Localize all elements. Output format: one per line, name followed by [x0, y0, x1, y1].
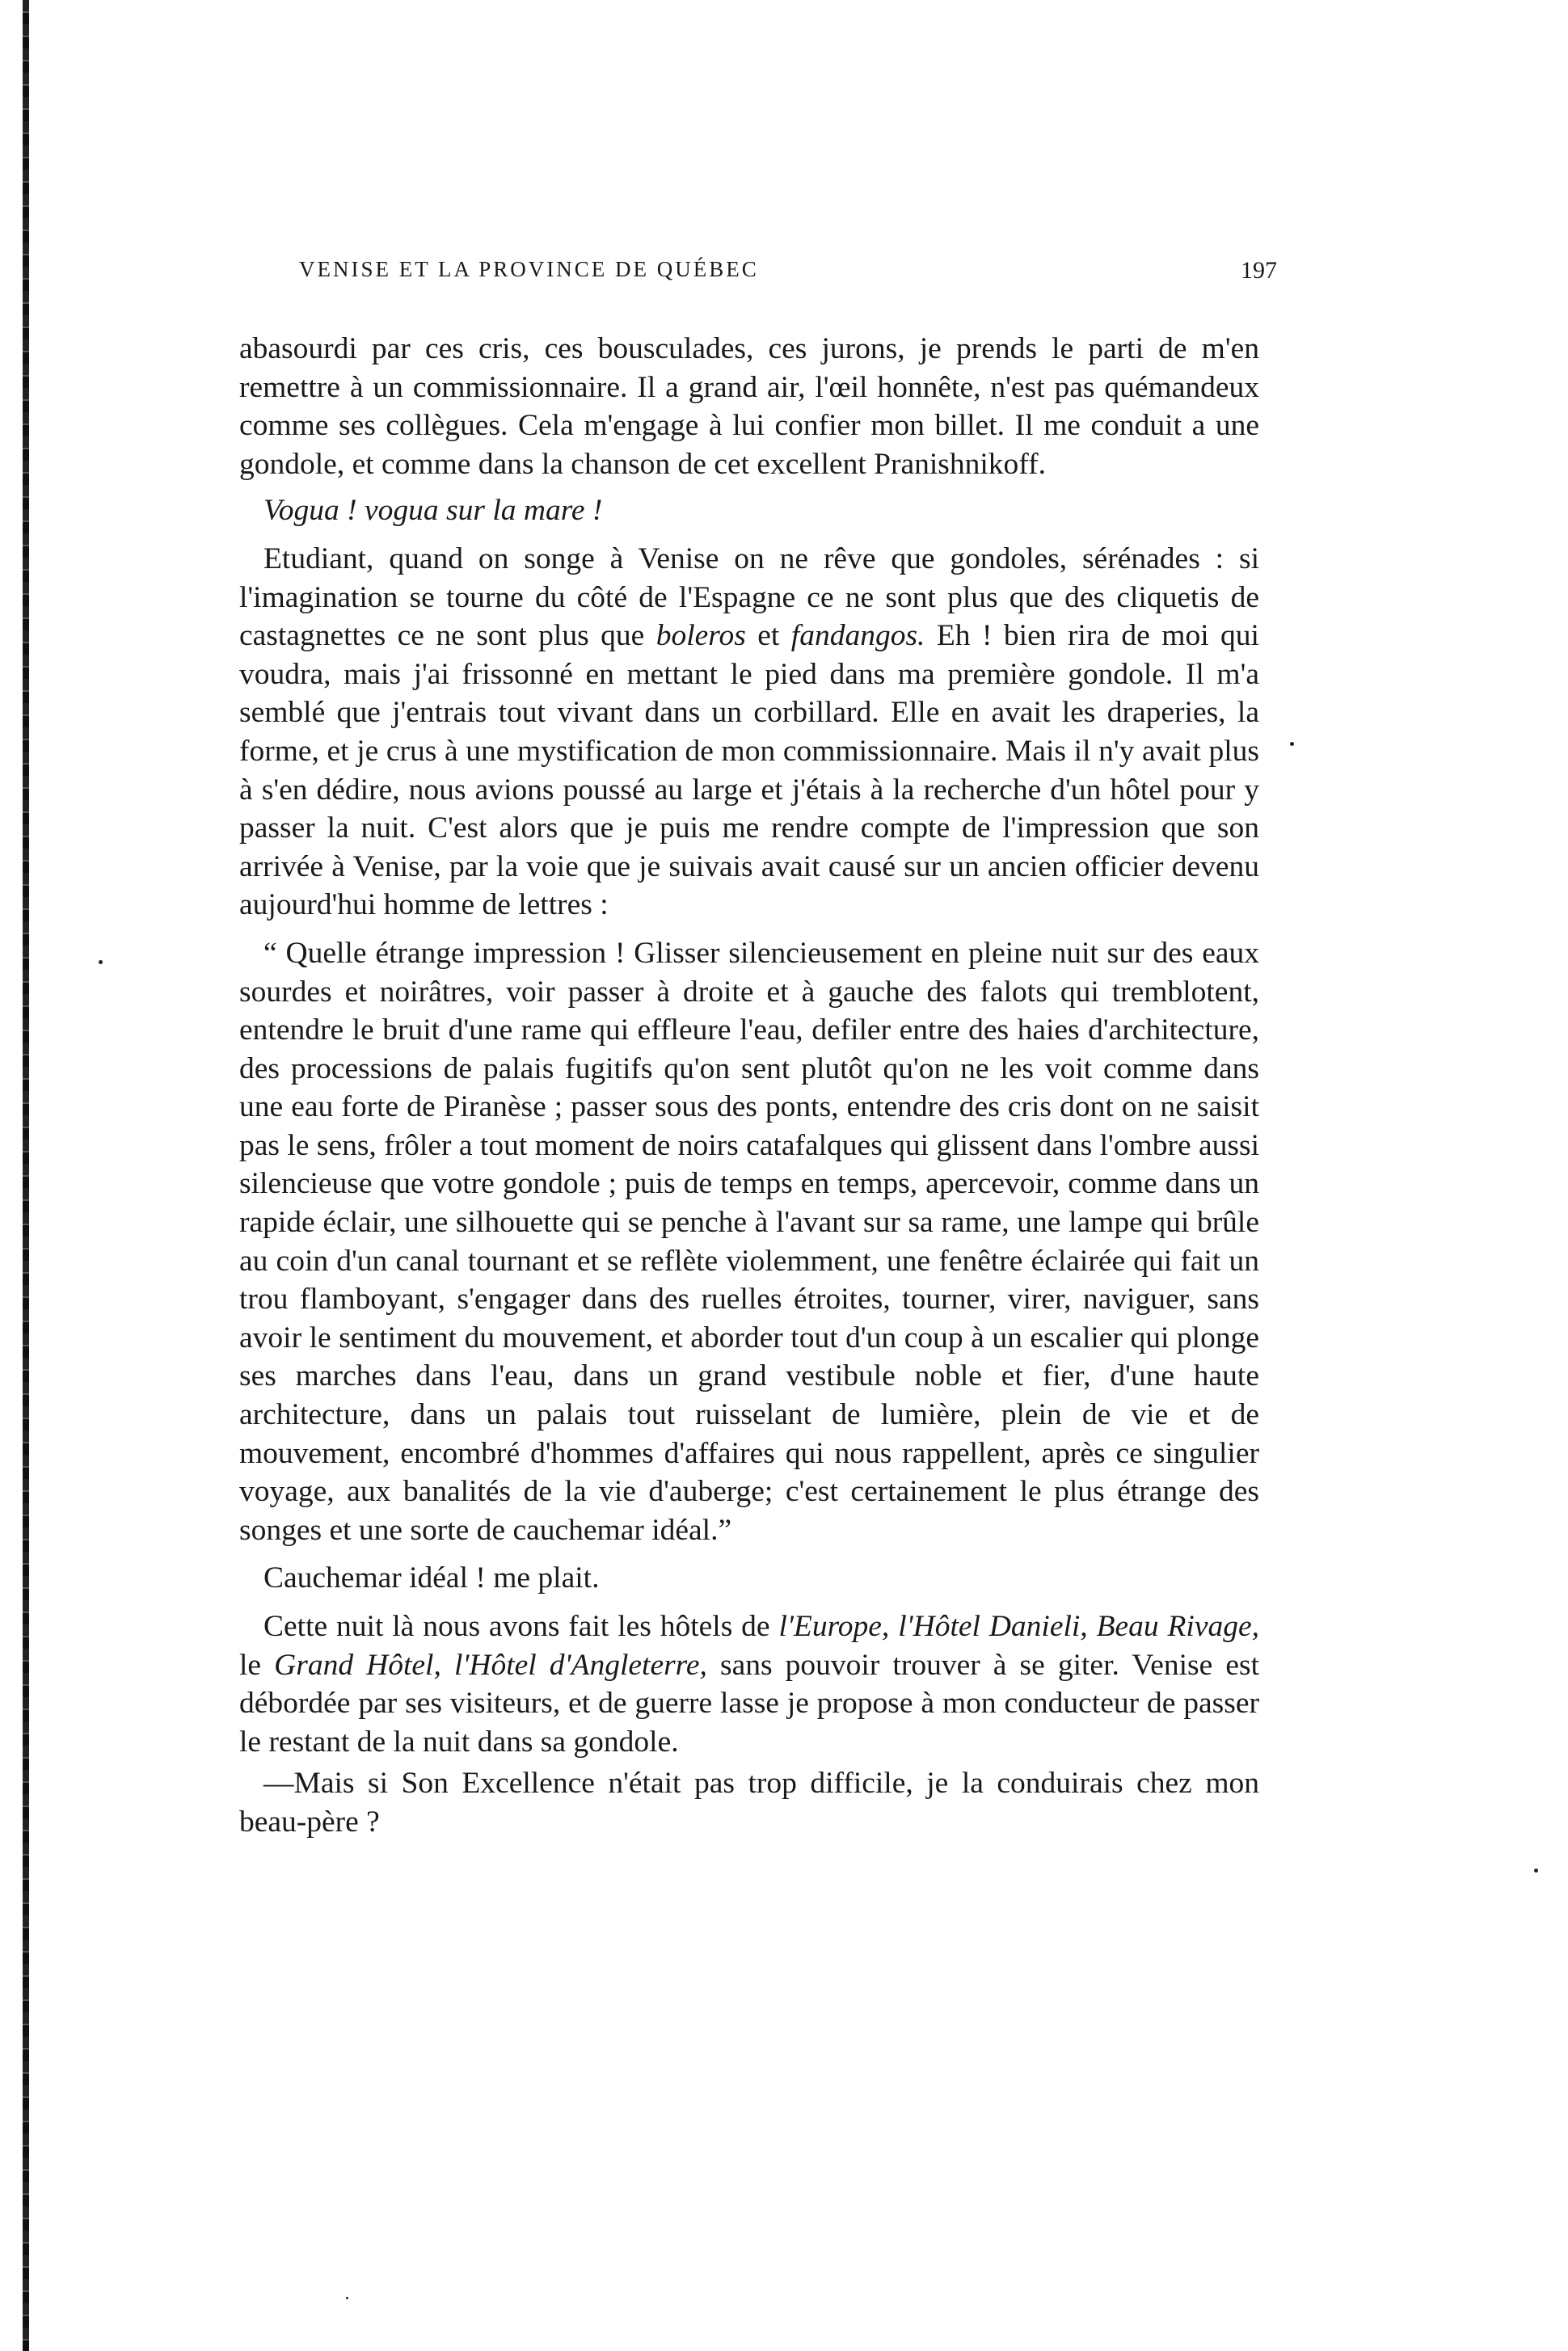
italic-run: l'Hôtel Danieli, Beau Rivage, [898, 1610, 1260, 1643]
text-run [889, 1610, 898, 1643]
verse-line: Vogua ! vogua sur la mare ! [263, 494, 603, 528]
italic-run: fandangos. [790, 619, 925, 653]
body-text [239, 330, 1259, 1842]
paragraph [239, 1607, 1259, 1761]
block-quote: “ Quelle étrange impression ! Glisser silencieusement en pleine nuit sur des eaux sourdes et noirâtres, voir passer à droite et à gauche des falots qui tremblotent, entendre le bruit d'une rame qui effleure l'eau, defiler entre des haies d'architecture, des processions de palais fugitifs qu'on sent plutôt qu'on ne les voit comme dans une eau forte de Piranèse ; passer sous des ponts, entendre des cris dont on ne saisit pas le sens, frôler a tout moment de noirs catafalques qui glissent dans l'ombre aussi silencieuse que votre gondole ; puis de temps en temps, apercevoir, comme dans un rapide éclair, une silhouette qui se penche à l'avant sur sa rame, une lampe qui brûle au coin d'un canal tournant et se reflète violemment, une fenêtre éclairée qui fait un trou flamboyant, s'engager dans des ruelles étroites, tourner, virer, naviguer, sans avoir le sentiment du mouvement, et aborder tout d'un coup à un escalier qui plonge ses marches dans l'eau, dans un grand vestibule noble et fier, d'une haute architecture, dans un palais tout ruisselant de lumière, plein de vie et de mouvement, encombré d'hommes d'affaires qui nous rappellent, après ce singulier voyage, aux banalités de la vie d'auberge; c'est certainement le plus étrange des songes et une sorte de cauchemar idéal.” [239, 936, 1259, 1547]
text-run: et [745, 619, 791, 653]
paragraph [239, 540, 1259, 925]
page-number: 197 [1241, 257, 1277, 284]
text-run: Eh ! bien rira de moi qui voudra, mais j'ai frissonné en mettant le pied dans ma première gondole. Il m'a semblé que j'entrais tout vivant dans un corbillard. Elle en avait les draperies, la forme, et je crus à une mystification de mon commissionnaire. Mais il n'y avait plus à s'en dédire, nous avions poussé au large et j'étais à la recherche d'un hôtel pour y passer la nuit. C'est alors que je puis me rendre compte de l'impression que son arrivée à Venise, par la voie que je suivais avait causé sur un ancien officier devenu aujourd'hui homme de lettres : [239, 619, 1259, 922]
italic-run: Grand Hôtel, [274, 1648, 441, 1682]
binding-edge [23, 0, 29, 2351]
paragraph: Cauchemar idéal ! me plait. [263, 1561, 600, 1595]
italic-run: l'Hôtel d'Angleterre, [453, 1648, 707, 1682]
text-run: Cette nuit là nous avons fait les hôtels de [263, 1610, 779, 1643]
speck [1290, 742, 1294, 746]
text-run: sans pouvoir trouver à se giter. Venise est débordée par ses visiteurs, et de guerre lasse je propose à mon conducteur de passer le restant de la nuit dans sa gondole. [239, 1648, 1259, 1759]
italic-run: l'Europe, [778, 1610, 890, 1643]
text-run [441, 1649, 454, 1682]
running-head [234, 257, 1277, 289]
text-run: Etudiant, quand on songe à Venise on ne rêve que gondoles, sérénades : si l'imagination se tourne du côté de l'Espagne ce ne sont plus que des cliquetis de castagnettes ce ne sont plus que [239, 541, 1259, 653]
paragraph: abasourdi par ces cris, ces bousculades, ces jurons, je prends le parti de m'en remettre à un commissionnaire. Il a grand air, l'œil honnête, n'est pas quémandeux comme ses collègues. Cela m'engage à lui confier mon billet. Il me conduit a une gondole, et comme dans la chanson de cet excellent Pranishnikoff. [239, 332, 1259, 481]
speck [99, 960, 103, 964]
speck [346, 2297, 348, 2299]
italic-run: boleros [655, 619, 746, 653]
speck [1534, 1869, 1538, 1873]
text-run: le [239, 1648, 275, 1682]
running-title: VENISE ET LA PROVINCE DE QUÉBEC [299, 257, 759, 281]
paragraph: —Mais si Son Excellence n'était pas trop difficile, je la conduirais chez mon beau-père ? [239, 1767, 1259, 1839]
